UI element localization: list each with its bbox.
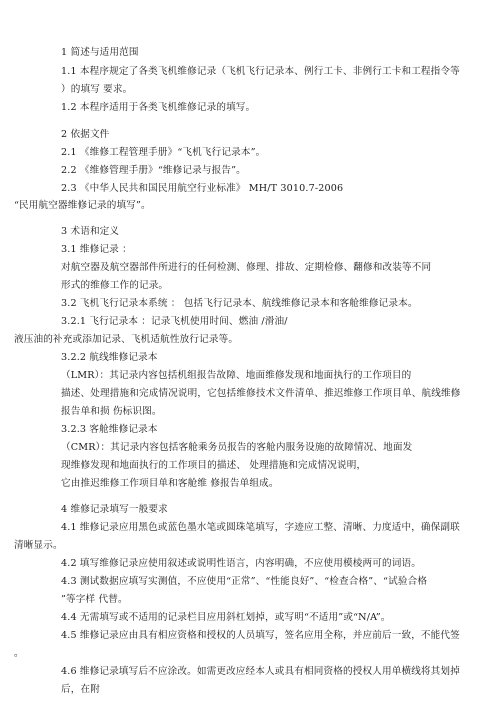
clause-2-1: 2.1 《维修工程管理手册》“飞机飞行记录本”。 bbox=[61, 147, 266, 158]
clause-3-2-1-line-2: 液压油的补充或添加记录、飞机适航性放行记录等。 bbox=[14, 334, 239, 345]
clause-1-1-line-2: ）的填写 要求。 bbox=[61, 84, 133, 95]
clause-3-2-3-heading: 3.2.3 客舱维修记录本 bbox=[61, 424, 158, 435]
clause-4-6-line-2: 后，在附 bbox=[61, 684, 100, 695]
clause-3-2-2-heading: 3.2.2 航线维修记录本 bbox=[61, 352, 158, 363]
clause-4-2: 4.2 填写维修记录应使用叙述或说明性语言，内容明确，不应使用模棱两可的词语。 bbox=[61, 558, 421, 569]
clause-2-3-line-2: “民用航空器维修记录的填写”。 bbox=[14, 200, 151, 211]
clause-4-3-line-2: ”等字样 代替。 bbox=[61, 594, 128, 605]
clause-4-6-line-1: 4.6 维修记录填写后不应涂改。如需更改应经本人或具有相同资格的授权人用单横线将其划掉 bbox=[61, 666, 460, 677]
section-4-heading: 4 维修记录填写一般要求 bbox=[61, 504, 168, 515]
clause-3-1-line-2: 形式的维修工作的记录。 bbox=[61, 280, 169, 291]
section-2-heading: 2 依据文件 bbox=[61, 129, 110, 140]
clause-3-1-line-1: 对航空器及航空器部件所进行的任何检测、修理、排故、定期检修、翻修和改装等不同 bbox=[61, 262, 432, 273]
clause-3-2: 3.2 飞机飞行记录本系统 ： 包括飞行记录本、航线维修记录本和客舱维修记录本。 bbox=[61, 298, 418, 309]
clause-4-3-line-1: 4.3 测试数据应填写实测值，不应使用“正常”、“性能良好”、“检查合格”、“试验合格 bbox=[61, 576, 428, 587]
clause-3-2-1-line-1: 3.2.1 飞行记录本 ：记录飞机使用时间、燃油 /滑油/ bbox=[61, 316, 288, 327]
section-3-heading: 3 术语和定义 bbox=[61, 226, 120, 237]
clause-2-2: 2.2 《维修管理手册》“维修记录与报告”。 bbox=[61, 165, 246, 176]
clause-4-5-line-1: 4.5 维修记录应由具有相应资格和授权的人员填写，签名应用全称，并应前后一致，不能代签 bbox=[61, 630, 460, 641]
clause-3-1-term: 3.1 维修记录 ： bbox=[61, 244, 132, 255]
clause-4-1-line-2: 清晰显示。 bbox=[14, 540, 63, 551]
clause-1-1-line-1: 1.1 本程序规定了各类飞机维修记录（飞机飞行记录本、例行工卡、非例行工卡和工程指令等 bbox=[61, 66, 460, 77]
clause-2-3-line-1: 2.3 《中华人民共和国民用航空行业标准》 MH/T 3010.7-2006 bbox=[61, 183, 344, 194]
clause-3-2-2-line-2: 描述、处理措施和完成情况说明，它包括维修技术文件清单、推迟维修工作项目单、航线维修 bbox=[61, 388, 461, 399]
clause-4-5-line-2: 。 bbox=[14, 648, 24, 659]
clause-3-2-3-line-3: 它由推迟维修工作项目单和客舱维 修报告单组成。 bbox=[61, 478, 279, 489]
section-1-heading: 1 简述与适用范围 bbox=[61, 47, 139, 58]
clause-3-2-2-line-3: 报告单和损 伤标识图。 bbox=[61, 406, 162, 417]
clause-4-1-line-1: 4.1 维修记录应用黑色或蓝色墨水笔或圆珠笔填写，字迹应工整、清晰、力度适中，确保副联 bbox=[61, 522, 460, 533]
clause-4-4: 4.4 无需填写或不适用的记录栏目应用斜杠划掉，或写明“不适用”或“N/A”。 bbox=[61, 612, 391, 623]
clause-3-2-3-line-1: （CMR）：其记录内容包括客舱乘务员报告的客舱内服务设施的故障情况、地面发 bbox=[61, 442, 413, 453]
clause-1-2: 1.2 本程序适用于各类飞机维修记录的填写。 bbox=[61, 102, 256, 113]
clause-3-2-2-line-1: （LMR）：其记录内容包括机组报告故障、地面维修发现和地面执行的工作项目的 bbox=[61, 370, 412, 381]
clause-3-2-3-line-2: 现维修发现和地面执行的工作项目的描述、 处理措施和完成情况说明， bbox=[61, 460, 367, 471]
